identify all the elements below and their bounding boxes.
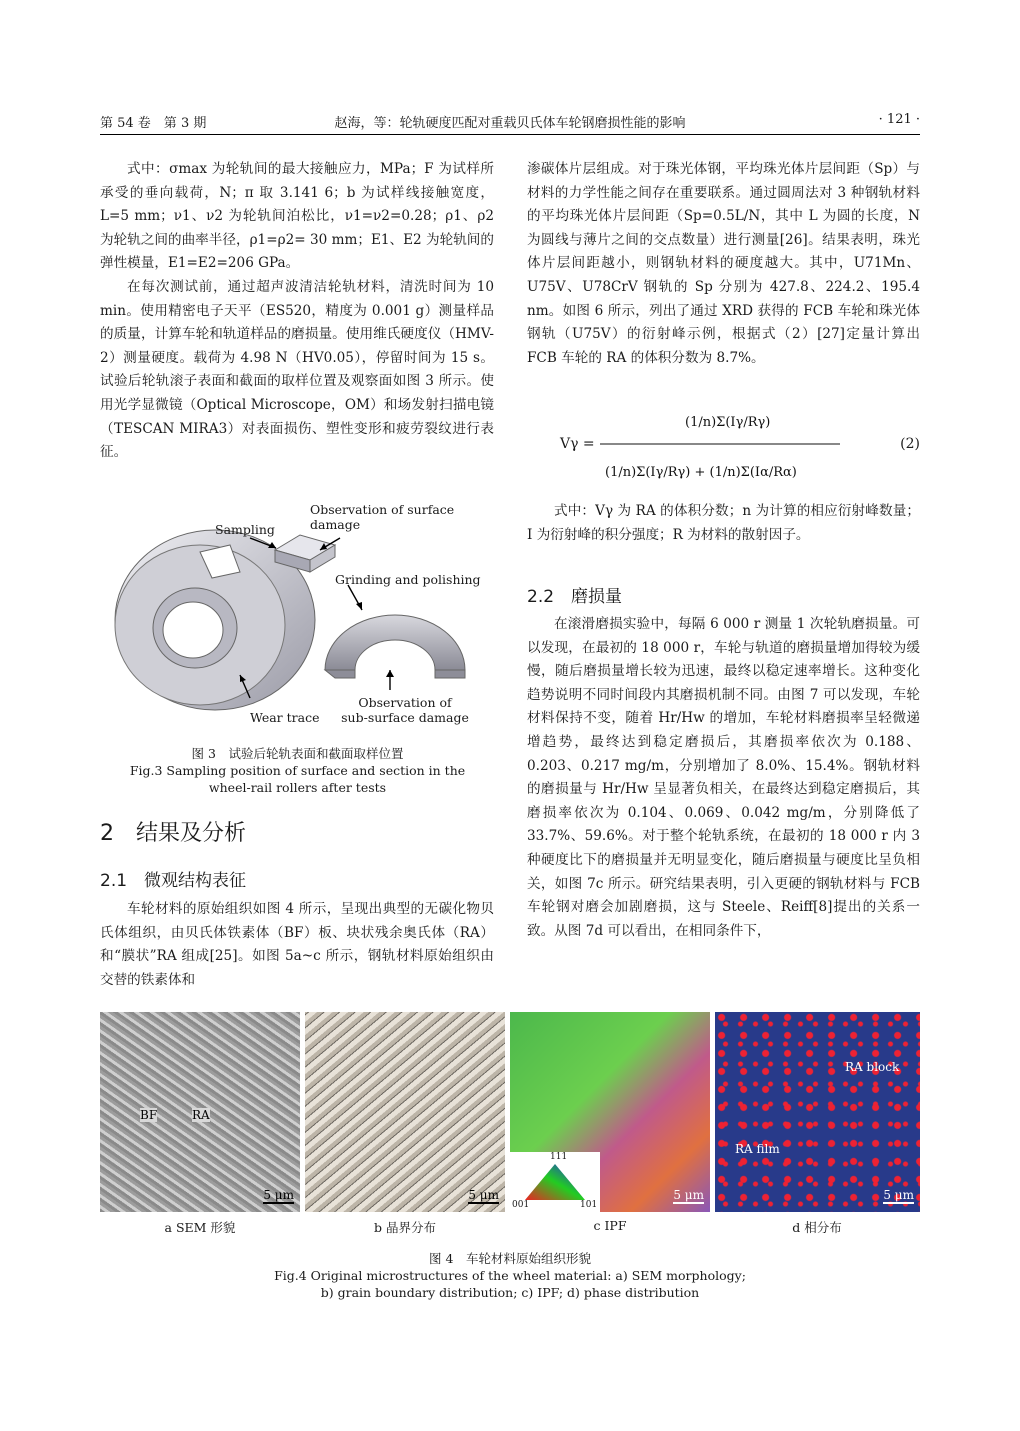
- label-sampling: Sampling: [215, 522, 275, 537]
- label-observation-surface: Observation of surface damage: [310, 502, 455, 532]
- scale-bar: 5 μm: [673, 1188, 704, 1202]
- ipf-label-001: 001: [512, 1200, 530, 1210]
- equation-fraction: [600, 398, 860, 498]
- figure-4: [100, 1012, 920, 1212]
- equation-lhs: Vγ =: [560, 436, 595, 452]
- label-grinding-polishing: Grinding and polishing: [335, 572, 481, 587]
- paragraph: 渗碳体片层组成。对于珠光体钢，平均珠光体片层间距（Sp）与材料的力学性能之间存在重要联系。通过圆周法对 3 种钢轨材料的平均珠光体片层间距（Sp=0.5L/N，其中 L 为圆的长度，N 为圆线与薄片之间的交点数量）进行测量[26]。结果表明，珠光体片层间距越小，则钢轨材料的硬度越大。其中，U71Mn、U75V、U78CrV 钢轨的 Sp 分别为 427.8、224.2、195.4 nm。如图 6 所示，列出了通过 XRD 获得的 FCB 车轮和珠光体钢轨（U75V）的衍射峰示例，根据式（2）[27]定量计算出 FCB 车轮的 RA 的体积分数为 8.7%。: [527, 161, 920, 366]
- paragraph: 式中：σmax 为轮轨间的最大接触应力，MPa；F 为试样所承受的垂向载荷，N；π 取 3.141 6；b 为试样线接触宽度，L=5 mm；ν1、ν2 为轮轨间泊松比，ν1=ν2=0.28；ρ1、ρ2 为轮轨之间的曲率半径，ρ1=ρ2= 30 mm；E1、E2 为轮轨间的弹性模量，E1=E2=206 GPa。: [100, 161, 494, 272]
- figure-4-caption: 图 4 车轮材料原始组织形貌 Fig.4 Original microstructures of the wheel material: a) SEM morphology; b) grain boundary distribution; c) IPF; d) phase distribution: [274, 1251, 746, 1300]
- subsection-heading: 2.1 微观结构表征: [100, 871, 247, 891]
- paragraph: 在滚滑磨损实验中，每隔 6 000 r 测量 1 次轮轨磨损量。可以发现，在最初的 18 000 r，车轮与轨道的磨损量增加得较为缓慢，随后磨损量增长较为迅速，最终以稳定速率增长。这种变化趋势说明不同时间段内其磨损机制不同。由图 7 可以发现，车轮材料保持不变，随着 Hr/Hw 的增加，车轮材料磨损率呈轻微递增趋势，最终达到稳定磨损后，其磨损率依次为 0.188、0.203、0.217 mg/m，分别增加了 8.0%、15.4%。钢轨材料的磨损量与 Hr/Hw 呈显著负相关，在最终达到稳定磨损后，其磨损率依次为 0.104、0.069、0.042 mg/m，分别降低了 33.7%、59.6%。对于整个轮轨系统，在最初的 18 000 r 内 3 种硬度比下的磨损量并无明显变化，随后磨损量与硬度比呈负相关，如图 7c 所示。研究结果表明，引入更硬的钢轨材料与 FCB 车轮钢对磨会加剧磨损，这与 Steele、Reiff[8]提出的关系一致。从图 7d 可以看出，在相同条件下，: [527, 616, 920, 939]
- ipf-label-111: 111: [550, 1152, 568, 1162]
- figure-3-caption: 图 3 试验后轮轨表面和截面取样位置 Fig.3 Sampling position of surface and section in the wheel-rail rollers after tests: [129, 746, 466, 795]
- ipf-legend: [510, 1152, 600, 1212]
- right-column-mid: [527, 500, 920, 547]
- label-wear-trace: Wear trace: [250, 710, 320, 725]
- scale-bar: 5 μm: [263, 1188, 294, 1202]
- equation-number: (2): [900, 436, 920, 452]
- label-observation-subsurface: Observation of sub-surface damage: [341, 695, 469, 725]
- figure-3: [100, 500, 495, 740]
- panel-caption-c: c IPF: [593, 1218, 627, 1233]
- label-ra-film: RA film: [735, 1142, 780, 1156]
- label-bf: BF: [140, 1108, 158, 1122]
- left-column-top: [100, 158, 494, 465]
- equation-2: [560, 398, 920, 498]
- scale-bar: 5 μm: [468, 1188, 499, 1202]
- panel-b-grain-boundary: [305, 1012, 505, 1212]
- paragraph: 在每次测试前，通过超声波清洁轮轨材料，清洗时间为 10 min。使用精密电子天平（ES520，精度为 0.001 g）测量样品的质量，计算车轮和轨道样品的磨损量。使用维氏硬度仪（HMV-2）测量硬度。载荷为 4.98 N（HV0.05），停留时间为 15 s。试验后轮轨滚子表面和截面的取样位置及观察面如图 3 所示。使用光学显微镜（Optical Microscope，OM）和场发射扫描电镜（TESCAN MIRA3）对表面损伤、塑性变形和疲劳裂纹进行表征。: [100, 278, 494, 461]
- page-number: · 121 ·: [878, 112, 920, 127]
- svg-text:(1/n)Σ(Iγ/Rγ) + (1/n)Σ(Iα/Rα): (1/n)Σ(Iγ/Rγ) + (1/n)Σ(Iα/Rα): [605, 465, 797, 480]
- article-running-title: 赵海，等：轮轨硬度匹配对重载贝氏体车轮钢磨损性能的影响: [334, 116, 686, 131]
- panel-c-ipf: [510, 1012, 710, 1212]
- svg-text:(1/n)Σ(Iγ/Rγ): (1/n)Σ(Iγ/Rγ): [685, 415, 771, 430]
- left-column-bottom: [100, 898, 494, 992]
- subsection-heading: 2.2 磨损量: [527, 587, 623, 607]
- right-column-bottom: [527, 613, 920, 943]
- paragraph: 车轮材料的原始组织如图 4 所示，呈现出典型的无碳化物贝氏体组织，由贝氏体铁素体（BF）板、块状残余奥氏体（RA）和“膜状”RA 组成[25]。如图 5a~c 所示，钢轨材料原始组织由交替的铁素体和: [100, 901, 494, 988]
- panel-d-phase: [715, 1012, 920, 1212]
- ipf-label-101: 101: [580, 1200, 598, 1210]
- label-ra-block: RA block: [845, 1060, 900, 1074]
- journal-volume: 第 54 卷 第 3 期: [100, 116, 207, 131]
- right-column-top: [527, 158, 920, 370]
- panel-caption-d: d 相分布: [792, 1220, 842, 1235]
- panel-caption-b: b 晶界分布: [374, 1220, 436, 1235]
- header-rule: [100, 134, 920, 135]
- label-ra: RA: [192, 1108, 210, 1122]
- scale-bar: 5 μm: [883, 1188, 914, 1202]
- panel-a-sem: [100, 1012, 300, 1212]
- section-heading: 2 结果及分析: [100, 821, 246, 846]
- paragraph: 式中：Vγ 为 RA 的体积分数；n 为计算的相应衍射峰数量；I 为衍射峰的积分强度；R 为材料的散射因子。: [527, 503, 920, 543]
- panel-caption-a: a SEM 形貌: [164, 1220, 236, 1235]
